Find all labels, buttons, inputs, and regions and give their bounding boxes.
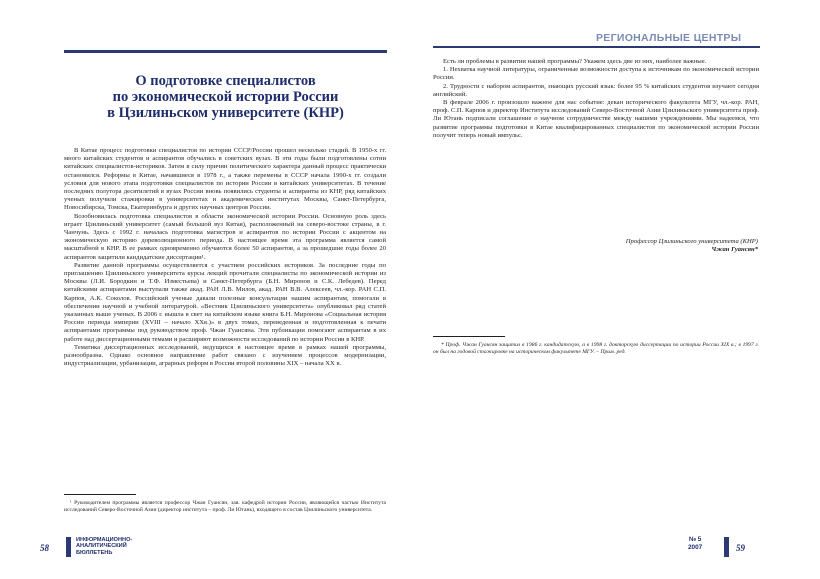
- footer-bar: [66, 537, 71, 557]
- title-rule: [64, 50, 387, 53]
- header-rule: [433, 46, 760, 48]
- footnote-text: * Проф. Чжан Гуансян защитил в 1986 г. кандидатскую, а в 1998 г. докторскую диссертации по истории России XIX в.; в 1997 г. он был на годовой стажировке на историческом факультете МГУ. – Прим. ред.: [433, 342, 759, 356]
- footnote-divider: [64, 494, 136, 495]
- title-line: в Цзилиньском университете (КНР): [107, 105, 344, 121]
- issue-number: № 5: [688, 536, 702, 543]
- footnote-divider-right: [433, 336, 505, 337]
- title-line: О подготовке специалистов: [135, 73, 316, 89]
- paragraph: Тематика диссертационных исследований, ведущихся в настоящее время в рамках нашей программы, разнообразна. Однако основное направление работ связано с изучением процессов модернизации, индустриализации, урбанизации, аграрных реформ в России второй половины XIX – начала XX в.: [64, 343, 386, 368]
- footnote-text: ¹ Руководителем программы является профессор Чжан Гуансян, зав. кафедрой истории России, являющейся частью Института исследований Северо-Восточной Азии (директор института – проф. Ли Ютань), входящего в состав Цзилиньского университета.: [64, 500, 386, 514]
- paragraph: В Китае процесс подготовки специалистов по истории СССР/России прошел несколько стадий. В 1950-х гг. много китайских студентов и аспирантов обучались в советских вузах. В эти годы были подготовлены сотни китайских специалистов-историков. Затем в силу причин политического характера данный процесс практически остановился. Реформы в Китае, начавшиеся в 1978 г., а также перемены в СССР начала 1990-х гг. создали условия для нового этапа подготовки специалистов по истории России в китайских университетах. В течение последних полутора десятилетий в вузах России вновь появились студенты и аспиранты из КНР, ряд китайских ученых получили стажировки в университетах и академических институтах Москвы, Санкт-Петербурга, Новосибирска, Томска, Екатеринбурга и других научных центров России.: [64, 147, 386, 212]
- paragraph: Возобновилась подготовка специалистов в области экономической истории России. Основную роль здесь играет Цзилиньский университет (самый большой вуз Китая), расположенный на северо-востоке страны, в г. Чанчунь. Здесь с 1992 г. началась подготовка магистров и аспирантов по истории России с акцентом на экономическую историю дореволюционного периода. В настоящее время эта программа является самой масштабной в КНР. В ее рамках одновременно обучаются более 50 аспирантов, а за прошедшие годы более 20 аспирантов защитили кандидатские диссертации¹.: [64, 212, 386, 261]
- article-body-left: [64, 147, 386, 368]
- article-body-right: [433, 58, 759, 140]
- paragraph: Есть ли проблемы в развитии нашей программы? Укажем здесь две из них, наиболее важные.: [443, 58, 707, 65]
- paragraph: 1. Нехватка научной литературы, ограниченные возможности доступа к источникам по экономической истории России.: [433, 66, 759, 82]
- author-name: Чжан Гуансян*: [711, 246, 758, 254]
- paragraph: 2. Трудности с набором аспирантов, знающих русский язык: более 95 % китайских студентов изучают сегодня английский.: [433, 82, 759, 98]
- author-role: Профессор Цзилиньского университета (КНР): [625, 238, 758, 245]
- issue-info: [688, 536, 702, 552]
- issue-year: 2007: [688, 544, 703, 552]
- page-number-right: 59: [736, 543, 745, 553]
- bulletin-line: БЮЛЛЕТЕНЬ: [76, 549, 113, 556]
- bulletin-line: АНАЛИТИЧЕСКИЙ: [76, 543, 127, 550]
- footer-bar: [724, 537, 729, 557]
- author-signature: [500, 238, 758, 255]
- footnote-right: [433, 342, 759, 357]
- paragraph: В феврале 2006 г. произошло важное для нас событие: декан исторического факультета МГУ, чл.-кор. РАН, проф. С.П. Карпов и директор Института исследований Северо-Восточной Азии Цзилиньского университета проф. Ли Ютань подписали соглашение о научном сотрудничестве между нашими учреждениями. Мы надеемся, что развитие программы подготовки в Китае квалифицированных специалистов по экономической истории России получит теперь новый импульс.: [433, 99, 759, 139]
- bulletin-label: [76, 537, 132, 556]
- page-number-left: 58: [40, 543, 49, 553]
- bulletin-line: ИНФОРМАЦИОННО-: [76, 537, 133, 543]
- paragraph: Развитие данной программы осуществляется с участием российских историков. За последние годы по приглашению Цзилиньского университета курсы лекций прочитали специалисты по экономической истории из Москвы (Л.И. Бородкин и Т.Ф. Изместьева) и Санкт-Петербурга (Б.Н. Миронов и С.К. Лебедев). Перед китайскими аспирантами выступали также акад. РАН Л.В. Милов, акад. РАН В.В. Алексеев, чл.-кор. РАН С.П. Карпов, А.К. Соколов. Российский ученые давали полезные консультации нашим аспирантам, помогали в обеспечении научной и учебной литературой. «Вестник Цзилиньского университета» опубликовал ряд статей указанных выше ученых. В 2006 г. вышла в свет на китайском языке книга Б.Н. Миронова «Социальная история России периода империи (XVIII – начало XXв.)» в двух томах, переведенная и подготовленная к печати аспирантами программы под руководством проф. Чжан Гуансяна. Эти публикации помогают аспирантам в их работе над диссертационными темами и расширяют возможности исследований по истории России в КНР.: [64, 261, 386, 343]
- title-line: по экономической истории России: [112, 89, 339, 105]
- footnote-left: [64, 500, 386, 514]
- article-title: [64, 73, 387, 121]
- section-header: РЕГИОНАЛЬНЫЕ ЦЕНТРЫ: [596, 32, 742, 44]
